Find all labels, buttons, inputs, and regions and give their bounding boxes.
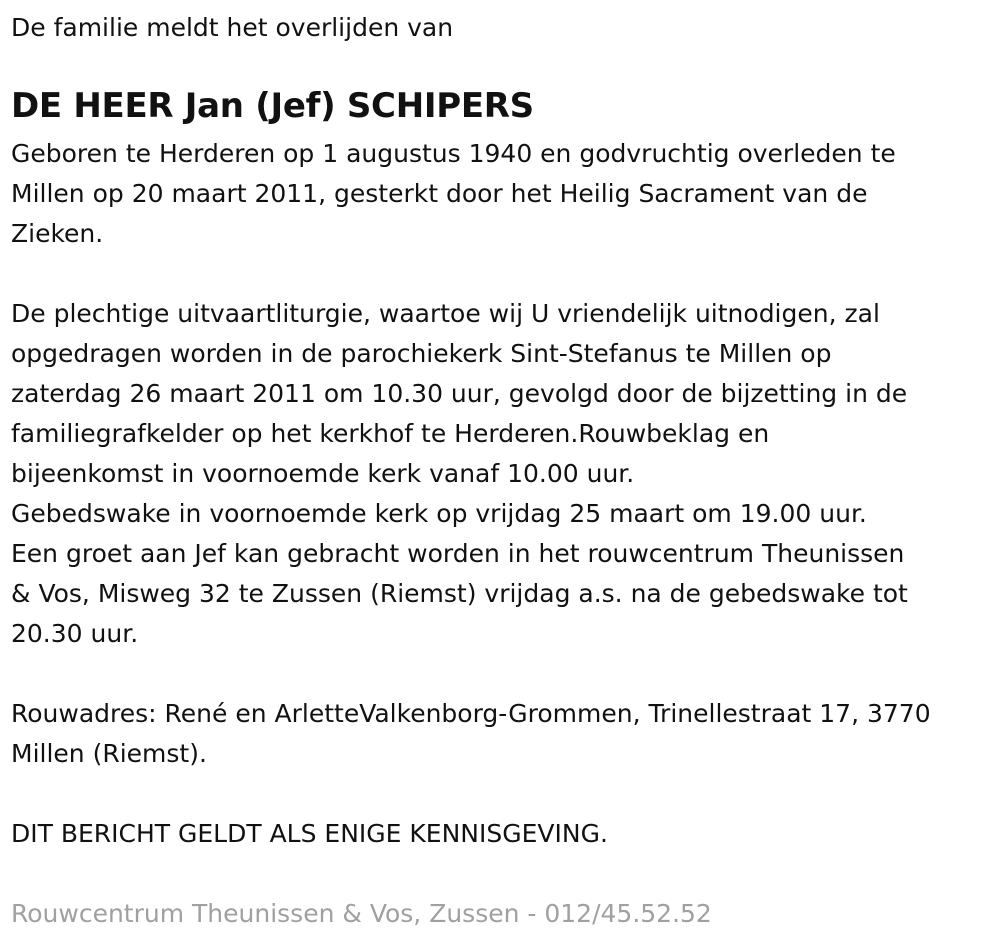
paragraph-line: & Vos, Misweg 32 te Zussen (Riemst) vrijdag a.s. na de gebedswake tot [11,579,908,608]
paragraph-line: DIT BERICHT GELDT ALS ENIGE KENNISGEVING. [11,819,608,848]
paragraph-line: Millen op 20 maart 2011, gesterkt door het Heilig Sacrament van de [11,179,868,208]
paragraph-line: Geboren te Herderen op 1 augustus 1940 en godvruchtig overleden te [11,139,896,168]
paragraph-line: bijeenkomst in voornoemde kerk vanaf 10.00 uur. [11,459,635,488]
intro-text: De familie meldt het overlijden van [11,13,454,42]
paragraph-line: Rouwadres: René en ArletteValkenborg-Grommen, Trinellestraat 17, 3770 [11,699,931,728]
funeral-details-paragraph [11,294,908,654]
paragraph-line: opgedragen worden in de parochiekerk Sint-Stefanus te Millen op [11,339,832,368]
paragraph-line: 20.30 uur. [11,619,139,648]
paragraph-line: Millen (Riemst). [11,739,207,768]
paragraph-line: Gebedswake in voornoemde kerk op vrijdag 25 maart om 19.00 uur. [11,499,867,528]
mourning-address-paragraph [11,694,931,774]
paragraph-line: Een groet aan Jef kan gebracht worden in het rouwcentrum Theunissen [11,539,905,568]
paragraph-line: De plechtige uitvaartliturgie, waartoe wij U vriendelijk uitnodigen, zal [11,299,880,328]
funeral-home-footer: Rouwcentrum Theunissen & Vos, Zussen - 012/45.52.52 [11,899,712,928]
paragraph-line: familiegrafkelder op het kerkhof te Herderen.Rouwbeklag en [11,419,770,448]
deceased-name: DE HEER Jan (Jef) SCHIPERS [11,86,534,126]
paragraph-line: Zieken. [11,219,104,248]
notice-statement [11,814,608,854]
birth-death-paragraph [11,134,896,254]
paragraph-line: zaterdag 26 maart 2011 om 10.30 uur, gevolgd door de bijzetting in de [11,379,908,408]
